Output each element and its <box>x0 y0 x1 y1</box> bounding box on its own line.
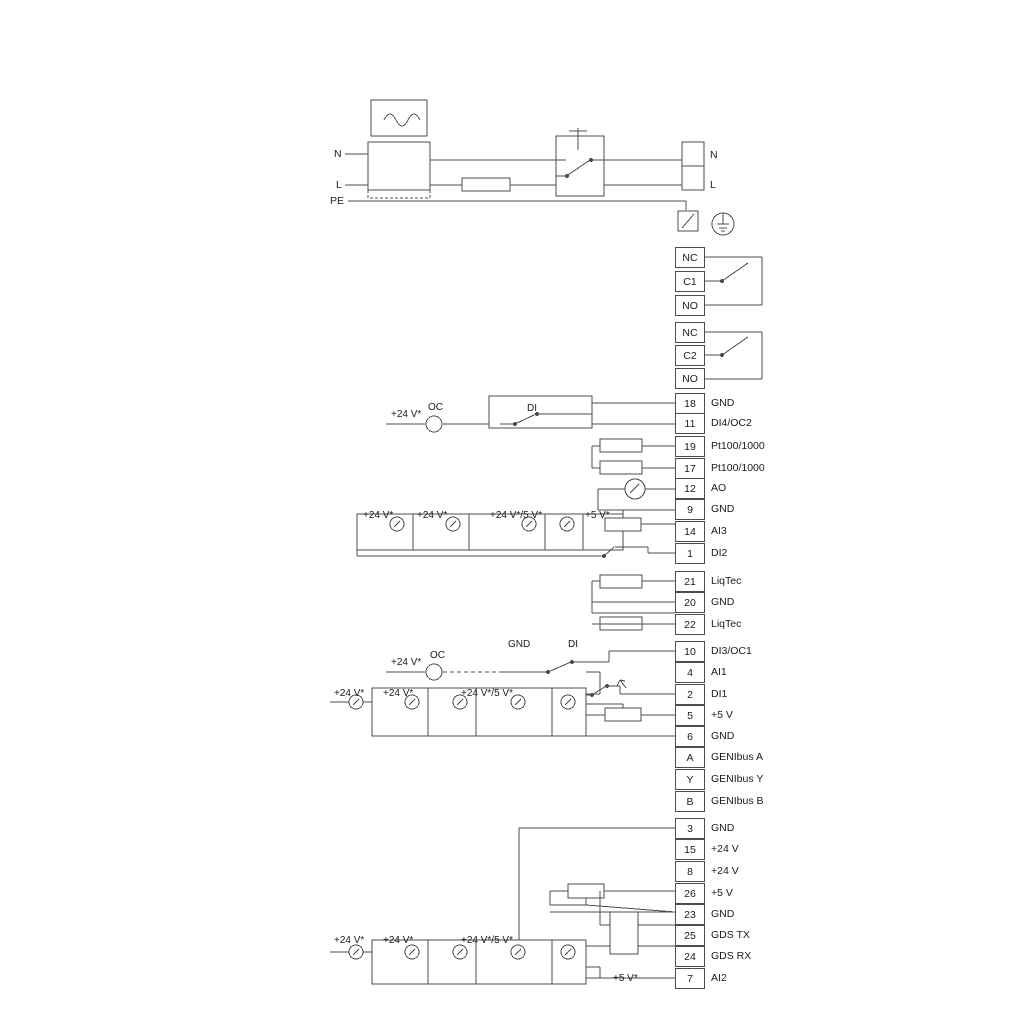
terminal-5-label: +5 V <box>711 709 733 721</box>
gnd-label-di3: GND <box>508 639 531 650</box>
terminal-4[interactable]: 4 <box>675 662 705 683</box>
supply-24v-ai2-1: +24 V* <box>383 935 414 946</box>
terminal-14-label: AI3 <box>711 525 727 537</box>
terminal-22[interactable]: 22 <box>675 614 705 635</box>
terminal-10-label: DI3/OC1 <box>711 645 752 657</box>
supply-24v-ai1-0: +24 V* <box>334 688 365 699</box>
terminal-26[interactable]: 26 <box>675 883 705 904</box>
terminal-9[interactable]: 9 <box>675 499 705 520</box>
terminal-11-label: DI4/OC2 <box>711 417 752 429</box>
supply-24v-5v-ai2: +24 V*/5 V* <box>461 935 513 946</box>
terminal-1[interactable]: 1 <box>675 543 705 564</box>
terminal-20-label: GND <box>711 596 735 608</box>
terminal-18[interactable]: 18 <box>675 393 705 414</box>
terminal-15[interactable]: 15 <box>675 839 705 860</box>
terminal-20[interactable]: 20 <box>675 592 705 613</box>
terminal-24[interactable]: 24 <box>675 946 705 967</box>
supply-24v-5v-ai3: +24 V*/5 V* <box>490 510 542 521</box>
terminal-22-label: LiqTec <box>711 618 742 630</box>
supply-24v-ai3-2: +24 V* <box>417 510 448 521</box>
terminal-nc1[interactable]: NC <box>675 247 705 268</box>
terminal-21-label: LiqTec <box>711 575 742 587</box>
terminal-no1[interactable]: NO <box>675 295 705 316</box>
terminal-no2[interactable]: NO <box>675 368 705 389</box>
terminal-23-label: GND <box>711 908 735 920</box>
label-protective-earth: PE <box>330 195 345 207</box>
terminal-1-label: DI2 <box>711 547 728 559</box>
terminal-a-label: GENIbus A <box>711 751 763 763</box>
terminal-3-label: GND <box>711 822 735 834</box>
terminal-12[interactable]: 12 <box>675 478 705 499</box>
terminal-y-label: GENIbus Y <box>711 773 764 785</box>
terminal-17-label: Pt100/1000 <box>711 462 765 474</box>
terminal-nc2[interactable]: NC <box>675 322 705 343</box>
terminal-15-label: +24 V <box>711 843 739 855</box>
terminal-3[interactable]: 3 <box>675 818 705 839</box>
terminal-11[interactable]: 11 <box>675 413 705 434</box>
terminal-19[interactable]: 19 <box>675 436 705 457</box>
terminal-b[interactable]: B <box>675 791 705 812</box>
terminal-26-label: +5 V <box>711 887 733 899</box>
terminal-b-label: GENIbus B <box>711 795 764 807</box>
label-line-out: L <box>710 179 716 191</box>
terminal-6[interactable]: 6 <box>675 726 705 747</box>
terminal-7[interactable]: 7 <box>675 968 705 989</box>
terminal-8[interactable]: 8 <box>675 861 705 882</box>
supply-24v-ai1-1: +24 V* <box>383 688 414 699</box>
supply-5v-ai2: +5 V* <box>613 973 638 984</box>
label-neutral-out: N <box>710 149 718 161</box>
terminal-19-label: Pt100/1000 <box>711 440 765 452</box>
terminal-2-label: DI1 <box>711 688 728 700</box>
supply-24v-ai2-0: +24 V* <box>334 935 365 946</box>
terminal-25-label: GDS TX <box>711 929 750 941</box>
di-label-top: DI <box>527 403 537 414</box>
label-neutral-in: N <box>334 148 342 160</box>
di-label-di3: DI <box>568 639 578 650</box>
supply-24v-ai3-1: +24 V* <box>363 510 394 521</box>
terminal-10[interactable]: 10 <box>675 641 705 662</box>
terminal-a[interactable]: A <box>675 747 705 768</box>
supply-5v-ai3: +5 V* <box>585 510 610 521</box>
supply-24v-di4: +24 V* <box>391 409 422 420</box>
terminal-7-label: AI2 <box>711 972 727 984</box>
terminal-18-label: GND <box>711 397 735 409</box>
terminal-y[interactable]: Y <box>675 769 705 790</box>
terminal-c1[interactable]: C1 <box>675 271 705 292</box>
oc-label-di3: OC <box>430 650 445 661</box>
terminal-5[interactable]: 5 <box>675 705 705 726</box>
terminal-17[interactable]: 17 <box>675 458 705 479</box>
terminal-c2[interactable]: C2 <box>675 345 705 366</box>
terminal-21[interactable]: 21 <box>675 571 705 592</box>
terminal-23[interactable]: 23 <box>675 904 705 925</box>
terminal-4-label: AI1 <box>711 666 727 678</box>
terminal-9-label: GND <box>711 503 735 515</box>
supply-24v-di3: +24 V* <box>391 657 422 668</box>
label-line-in: L <box>336 179 342 191</box>
terminal-8-label: +24 V <box>711 865 739 877</box>
oc-label-di4: OC <box>428 402 443 413</box>
terminal-24-label: GDS RX <box>711 950 752 962</box>
terminal-14[interactable]: 14 <box>675 521 705 542</box>
terminal-6-label: GND <box>711 730 735 742</box>
terminal-25[interactable]: 25 <box>675 925 705 946</box>
terminal-12-label: AO <box>711 482 727 494</box>
supply-24v-5v-ai1: +24 V*/5 V* <box>461 688 513 699</box>
terminal-2[interactable]: 2 <box>675 684 705 705</box>
